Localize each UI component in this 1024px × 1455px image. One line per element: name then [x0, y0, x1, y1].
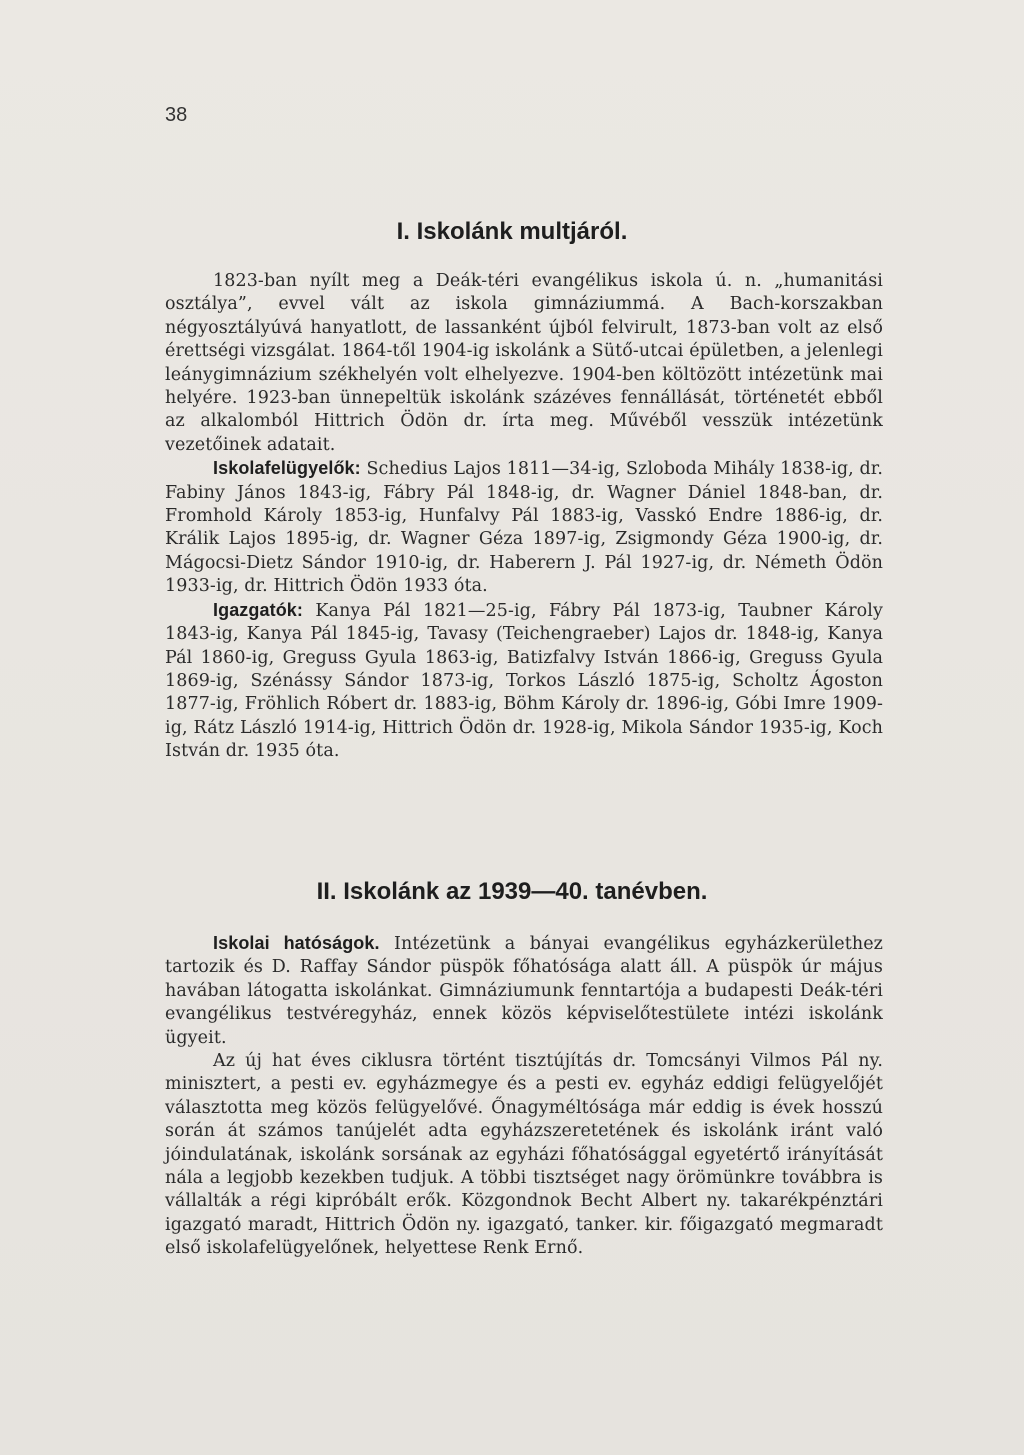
section-1-title: I. Iskolánk multjáról.: [396, 218, 628, 245]
supervisors-text: Schedius Lajos 1811—34-ig, Szloboda Mihály 1838-ig, dr. Fabiny János 1843-ig, Fábry Pál 1848-ig, dr. Wagner Dániel 1848-ban, dr. Fromhold Károly 1853-ig, Hunfalvy Pál 1883-ig, Vasskó Endre 1886-ig, dr. Králik Lajos 1895-ig, dr. Wagner Géza 1897-ig, Zsigmondy Géza 1900-ig, dr. Mágocsi-Dietz Sándor 1910-ig, dr. Haberern J. Pál 1927-ig, dr. Németh Ödön 1933-ig, dr. Hittrich Ödön 1933 óta.: [165, 459, 883, 597]
page-number: 38: [165, 104, 188, 126]
authorities-paragraph: [165, 932, 883, 1050]
history-paragraph: 1823-ban nyílt meg a Deák-téri evangélikus iskola ú. n. „humanitási osztálya”, evvel vált az iskola gimnáziummá. A Bach-korszakban négyosztályúvá hanyatlott, de lassanként újból felvirult, 1873-ban volt az első érettségi vizsgálat. 1864-től 1904-ig iskolánk a Sütő-utcai épületben, a jelenlegi leánygimnázium székhelyén volt elhelyezve. 1904-ben költözött intézetünk mai helyére. 1923-ban ünnepeltük iskolánk százéves fennállását, történetét ebből az alkalomból Hittrich Ödön dr. írta meg. Művéből vesszük intézetünk vezetőinek adatait.: [165, 271, 883, 455]
section-2-body: [165, 932, 883, 1261]
directors-label: Igazgatók:: [213, 599, 304, 620]
supervisors-label: Iskolafelügyelők:: [213, 458, 361, 479]
authorities-text: Intézetünk a bányai evangélikus egyházkerülethez tartozik és D. Raffay Sándor püspök főhatósága alatt áll. A püspök úr május havában látogatta iskolánkat. Gimnáziumunk fenntartója a budapesti Deák-téri evangélikus testvéregyház, ennek közös képviselőtestülete intézi iskolánk ügyeit.: [165, 934, 883, 1048]
directors-paragraph: [165, 599, 883, 764]
section-2-title: II. Iskolánk az 1939—40. tanévben.: [316, 878, 708, 905]
authorities-label: Iskolai hatóságok.: [213, 933, 380, 953]
directors-text: Kanya Pál 1821—25-ig, Fábry Pál 1873-ig, Taubner Károly 1843-ig, Kanya Pál 1845-ig, Tavasy (Teichengraeber) Lajos dr. 1848-ig, Kanya Pál 1860-ig, Greguss Gyula 1863-ig, Batizfalvy István 1866-ig, Greguss Gyula 1869-ig, Szénássy Sándor 1873-ig, Torkos László 1875-ig, Scholtz Ágoston 1877-ig, Fröhlich Róbert dr. 1883-ig, Böhm Károly dr. 1896-ig, Góbi Imre 1909-ig, Rátz László 1914-ig, Hittrich Ödön dr. 1928-ig, Mikola Sándor 1935-ig, Koch István dr. 1935 óta.: [165, 600, 883, 762]
supervisors-paragraph: [165, 457, 883, 598]
election-paragraph: Az új hat éves ciklusra történt tisztújítás dr. Tomcsányi Vilmos Pál ny. minisztert, a pesti ev. egyházmegye és a pesti ev. egyház eddigi felügyelőjét választotta meg közös felügyelővé. Őnagyméltósága már eddig is évek hosszú során át számos tanújelét adta egyházszeretetének és iskolánk iránt való jóindulatának, iskolánk sorsának az egyházi főhatósággal egyetértő irányítását nála a legjobb kezekben tudjuk. A többi tisztséget nagy örömünkre továbbra is vállalták a régi kipróbált erők. Közgondnok Becht Albert ny. takarékpénztári igazgató maradt, Hittrich Ödön ny. igazgató, tanker. kir. főigazgató megmaradt első iskolafelügyelőnek, helyettese Renk Ernő.: [165, 1051, 883, 1259]
section-1-body: [165, 270, 883, 764]
